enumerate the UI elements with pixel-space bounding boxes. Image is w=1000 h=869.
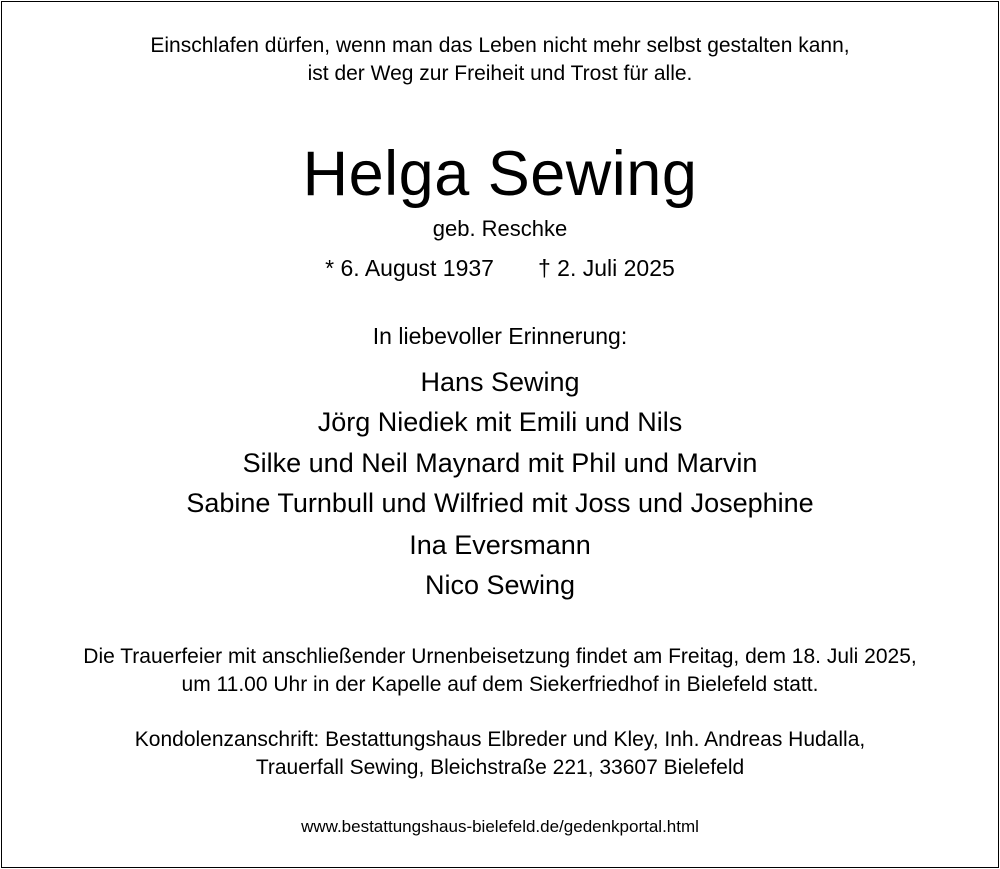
mourner-name: Jörg Niediek mit Emili und Nils [317,407,683,437]
mourner-name: Ina Eversmann [409,530,591,560]
motto-line-2: ist der Weg zur Freiheit und Trost für alle. [307,62,693,85]
birth-name: geb. Reschke [432,216,568,241]
motto-line-1: Einschlafen dürfen, wenn man das Leben nicht mehr selbst gestalten kann, [150,34,850,57]
mourner-name: Sabine Turnbull und Wilfried mit Joss und Josephine [186,488,814,518]
mourner-name: Nico Sewing [424,570,576,600]
funeral-info-line-2: um 11.00 Uhr in der Kapelle auf dem Siekerfriedhof in Bielefeld statt. [181,673,819,696]
deceased-name: Helga Sewing [302,139,698,209]
birth-date: * 6. August 1937 [325,255,494,281]
condolence-address-line-2: Trauerfall Sewing, Bleichstraße 221, 33607 Bielefeld [255,756,745,779]
memory-intro: In liebevoller Erinnerung: [372,323,628,349]
funeral-info-line-1: Die Trauerfeier mit anschließender Urnenbeisetzung findet am Freitag, dem 18. Juli 2025, [83,645,917,668]
website-url: www.bestattungshaus-bielefeld.de/gedenkportal.html [301,817,699,836]
mourner-name: Hans Sewing [420,367,580,397]
mourner-name: Silke und Neil Maynard mit Phil und Marvin [242,448,758,478]
condolence-address-line-1: Kondolenzanschrift: Bestattungshaus Elbreder und Kley, Inh. Andreas Hudalla, [134,728,866,751]
death-date: † 2. Juli 2025 [537,255,675,281]
life-dates [0,255,1000,282]
